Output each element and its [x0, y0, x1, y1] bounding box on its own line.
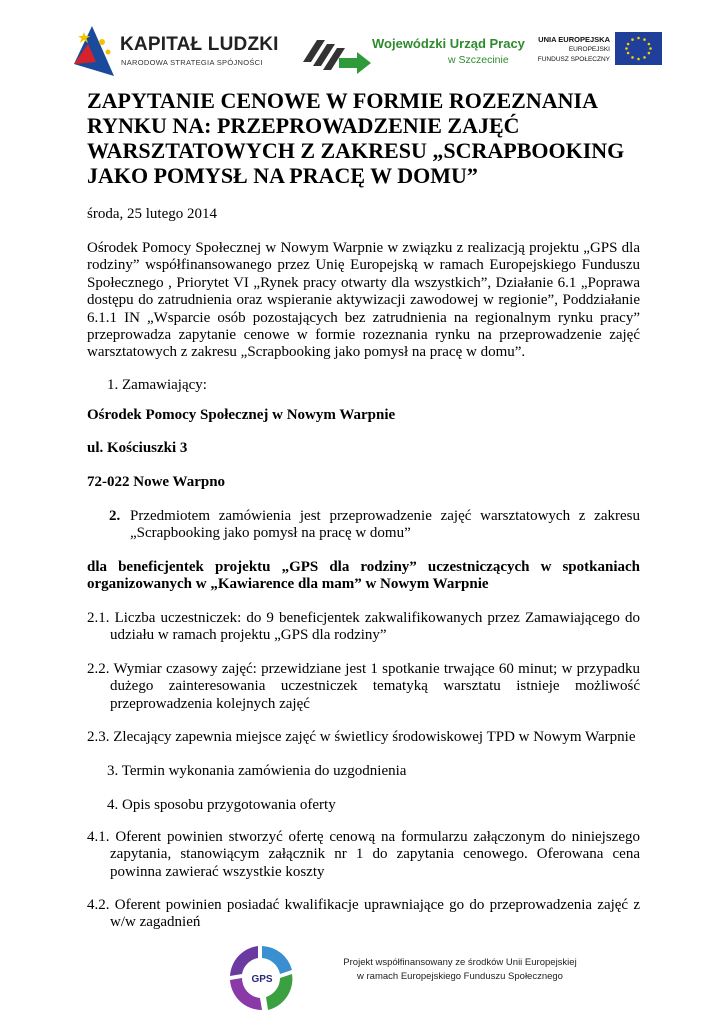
org-city: 72-022 Nowe Warpno — [87, 474, 226, 490]
org-name: Ośrodek Pomocy Społecznej w Nowym Warpnie — [87, 407, 396, 423]
item-2-2: 2.2. Wymiar czasowy zajęć: przewidziane jest 1 spotkanie trwające 60 minut; w przypadku dużego zainteresowania uczestniczek tematyką warsztatu istnieje możliwość przeprowadzenia kolejnych zajęć — [87, 661, 640, 712]
item-4-1: 4.1. Oferent powinien stworzyć ofertę cenową na formularzu załączonym do niniejszego zapytania, stanowiącym załącznik nr 1 do zapytania cenowego. Oferowana cena powinna zawierać wszystkie koszty — [87, 829, 640, 880]
wup-subtitle: w Szczecinie — [448, 54, 509, 66]
kapital-ludzki-title: KAPITAŁ LUDZKI — [120, 34, 279, 55]
document-date: środa, 25 lutego 2014 — [87, 206, 217, 222]
org-street: ul. Kościuszki 3 — [87, 440, 188, 456]
section-2-text: Przedmiotem zamówienia jest przeprowadzenie zajęć warsztatowych z zakresu „Scrapbooking jako pomysł na pracę w domu” — [130, 508, 640, 542]
header-logos — [70, 22, 660, 82]
footer-text: Projekt współfinansowany ze środków Unii Europejskiej w ramach Europejskiego Funduszu Społecznego — [343, 957, 577, 982]
kapital-ludzki-subtitle: NARODOWA STRATEGIA SPÓJNOŚCI — [121, 58, 263, 67]
section-1-heading: 1. Zamawiający: — [107, 377, 207, 393]
intro-paragraph: Ośrodek Pomocy Społecznej w Nowym Warpnie w związku z realizacją projektu „GPS dla rodziny” współfinansowanego przez Unię Europejską w ramach Europejskiego Funduszu Społecznego , Priorytet VI „Rynek pracy otwarty dla wszystkich”, Działanie 6.1 „Poprawa dostępu do zatrudnienia oraz wspieranie aktywizacji zawodowej w regionie”, Poddziałanie 6.1.1 IN „Wsparcie osób pozostających bez zatrudnienia na regionalnym rynku pracy” przeprowadza zapytanie cenowe w formie rozeznania rynku na przeprowadzenie zajęć warsztatowych z zakresu „Scrapbooking jako pomysł na pracę w domu”. — [87, 240, 640, 361]
gps-logo-label: GPS — [251, 974, 273, 985]
ue-line2: EUROPEJSKI — [568, 46, 610, 53]
section-4-heading: 4. Opis sposobu przygotowania oferty — [107, 797, 336, 813]
eu-flag-icon — [615, 32, 662, 65]
ue-caption — [512, 35, 610, 65]
item-4-2: 4.2. Oferent powinien posiadać kwalifikacje uprawniające go do przeprowadzenia zajęć z w/w zagadnień — [87, 897, 640, 931]
section-3-heading: 3. Termin wykonania zamówienia do uzgodnienia — [107, 763, 407, 779]
wup-title: Wojewódzki Urząd Pracy — [372, 36, 525, 51]
item-2-1: 2.1. Liczba uczestniczek: do 9 beneficjentek zakwalifikowanych przez Zamawiającego do udziału w ramach projektu „GPS dla rodziny” — [87, 610, 640, 644]
ue-title: UNIA EUROPEJSKA — [538, 35, 610, 44]
section-2-number: 2. — [109, 508, 121, 524]
ue-line3: FUNDUSZ SPOŁECZNY — [537, 56, 610, 63]
footer — [222, 940, 642, 1015]
wup-arrow-icon — [295, 32, 375, 80]
gps-recycle-logo-icon — [222, 940, 302, 1015]
document-title: ZAPYTANIE CENOWE W FORMIE ROZEZNANIA RYNKU NA: PRZEPROWADZENIE ZAJĘĆ WARSZTATOWYCH Z ZAKRESU „SCRAPBOOKING JAKO POMYSŁ NA PRACĘ W DOMU” — [87, 88, 625, 188]
item-2-3: 2.3. Zlecający zapewnia miejsce zajęć w świetlicy środowiskowej TPD w Nowym Warpnie — [87, 729, 636, 745]
beneficiaries-note: dla beneficjentek projektu „GPS dla rodziny” uczestniczących w spotkaniach organizowanych w „Kawiarence dla mam” w Nowym Warpnie — [87, 559, 640, 593]
